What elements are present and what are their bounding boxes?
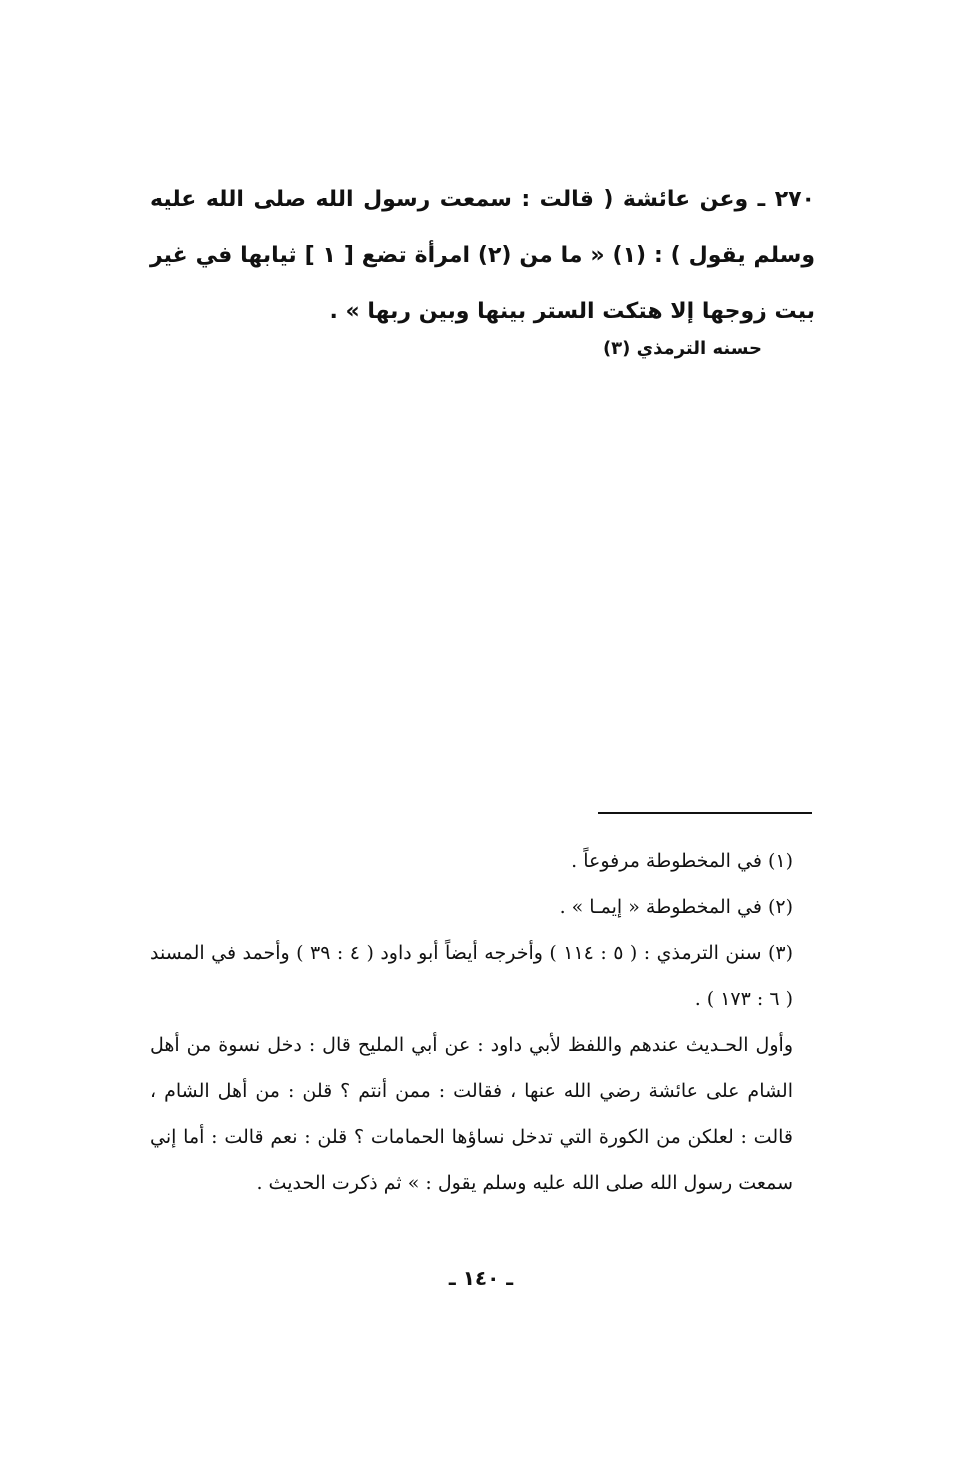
- footnote-2: (٢) في المخطوطة « إيمـا » .: [559, 896, 793, 918]
- hadith-grading: حسنه الترمذي (٣): [602, 338, 762, 359]
- page-number: ـ ١٤٠ ـ: [448, 1266, 514, 1290]
- footnotes-section: [150, 838, 815, 1206]
- hadith-text: ٢٧٠ ـ وعن عائشة ( قالت : سمعت رسول الله صلى الله عليه وسلم يقول ) : (١) « ما من (٢) امرأة تضع [ ١ ] ثيابها في غير بيت زوجها إلا هتكت الستر بينها وبين ربها » .: [150, 187, 816, 324]
- footnote-1: (١) في المخطوطة مرفوعاً .: [571, 850, 793, 872]
- footnote-3: (٣) سنن الترمذي : ( ٥ : ١١٤ ) وأخرجه أيضاً أبو داود ( ٤ : ٣٩ ) وأحمد في المسند ( ٦ : ١٧٣ ) .: [150, 942, 794, 1010]
- footnote-commentary: وأول الحـديث عندهم واللفظ لأبي داود : عن أبي المليح قال : دخل نسوة من أهل الشام على عائشة رضي الله عنها ، فقالت : ممن أنتم ؟ قلن : من أهل الشام ، قالت : لعلكن من الكورة التي تدخل نساؤها الحمامات ؟ قلن : نعم قالت : أما إني سمعت رسول الله صلى الله عليه وسلم يقول : » ثم ذكرت الحديث .: [150, 1034, 793, 1194]
- footnote-separator: [598, 812, 812, 814]
